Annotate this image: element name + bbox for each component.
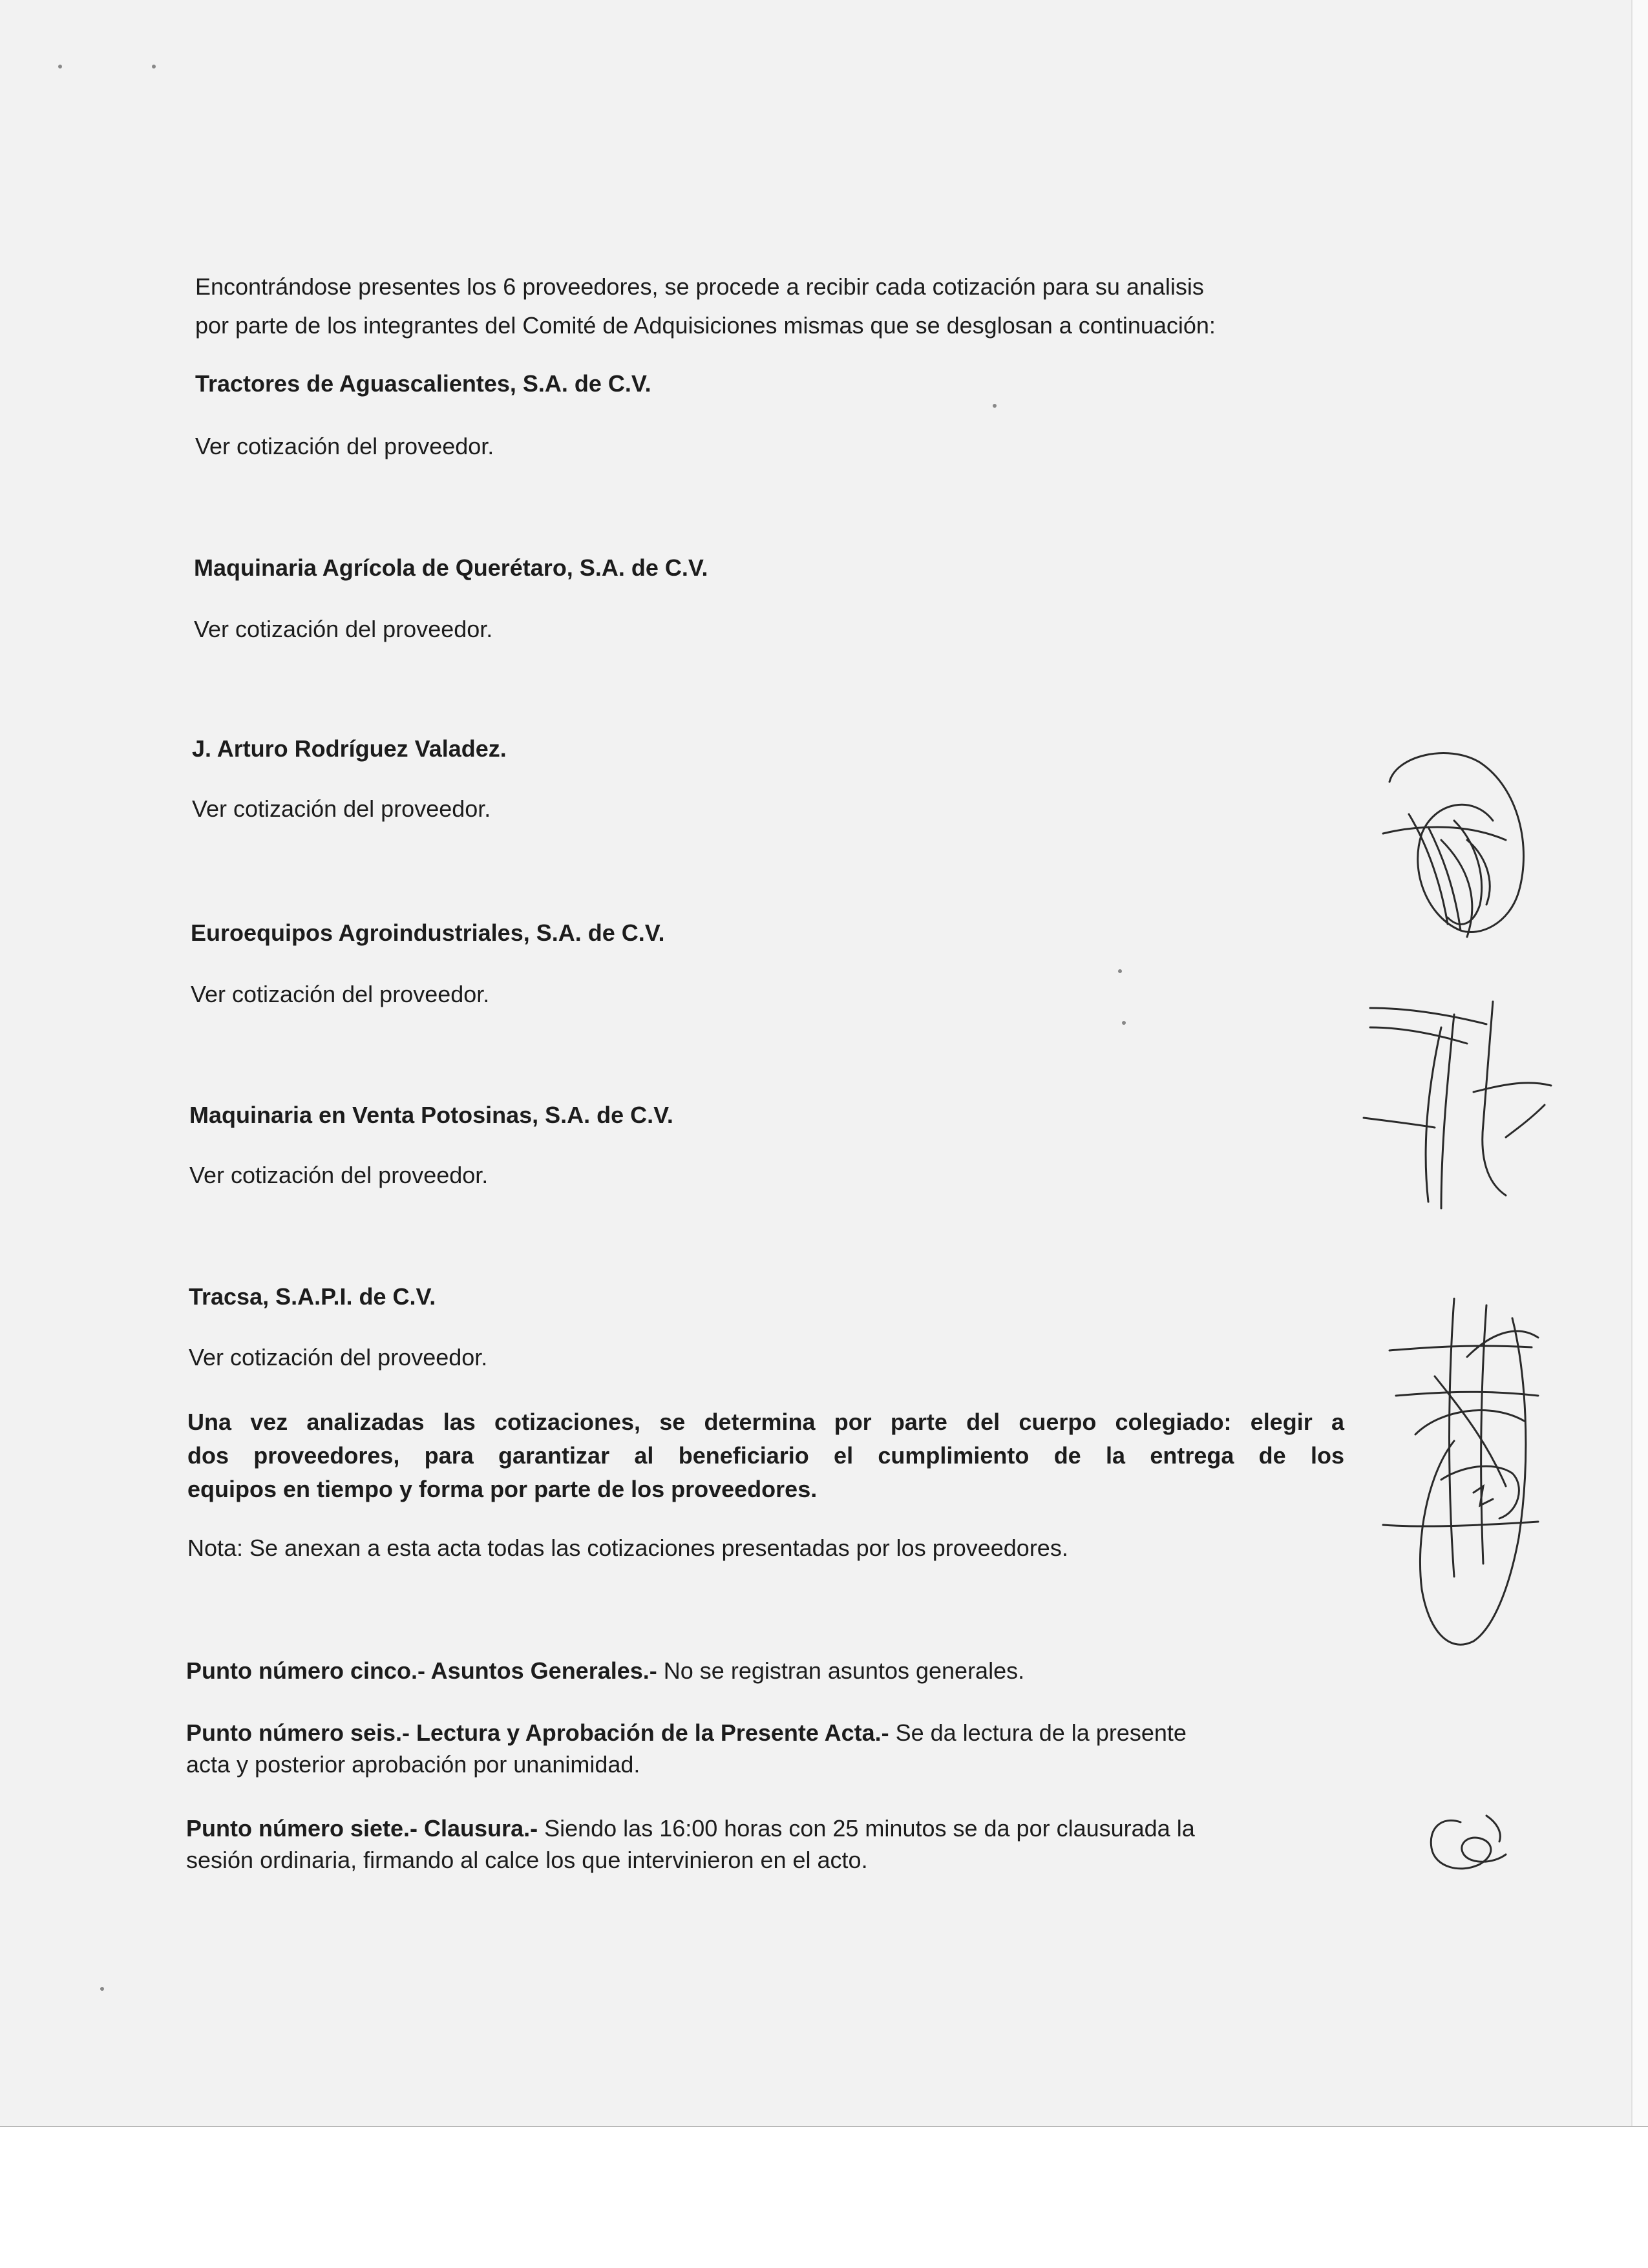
punto-cinco-text: No se registran asuntos generales. <box>657 1657 1025 1684</box>
scan-speck <box>1118 969 1122 973</box>
provider-name: Maquinaria en Venta Potosinas, S.A. de C.V. <box>189 1102 673 1128</box>
intro-line-2: por parte de los integrantes del Comité de Adquisiciones mismas que se desglosan a continuación: <box>195 312 1216 339</box>
provider-note: Ver cotización del proveedor. <box>194 616 493 642</box>
punto-siete-text-2: sesión ordinaria, firmando al calce los que intervinieron en el acto. <box>186 1847 868 1873</box>
punto-seis-text-1: Se da lectura de la presente <box>889 1719 1187 1746</box>
provider-note: Ver cotización del proveedor. <box>189 1344 488 1370</box>
scan-speck <box>100 1987 104 1991</box>
decision-line-2: dos proveedores, para garantizar al beneficiario el cumplimiento de la entrega de los <box>187 1442 1344 1469</box>
scan-speck <box>1122 1021 1126 1025</box>
scan-speck <box>993 404 997 408</box>
provider-note: Ver cotización del proveedor. <box>192 795 491 822</box>
punto-cinco-label: Punto número cinco.- Asuntos Generales.- <box>186 1657 657 1684</box>
signature-3 <box>1377 1292 1558 1654</box>
punto-seis-label: Punto número seis.- Lectura y Aprobación de la Presente Acta.- <box>186 1719 889 1746</box>
signature-2 <box>1357 989 1564 1221</box>
intro-line-1: Encontrándose presentes los 6 proveedores, se procede a recibir cada cotización para su analisis <box>195 273 1204 300</box>
provider-name: J. Arturo Rodríguez Valadez. <box>192 735 507 762</box>
signature-1 <box>1370 743 1538 950</box>
punto-siete-text-1: Siendo las 16:00 horas con 25 minutos se da por clausurada la <box>538 1815 1195 1842</box>
punto-siete <box>186 1813 1195 1844</box>
punto-seis <box>186 1717 1187 1748</box>
provider-note: Ver cotización del proveedor. <box>189 1162 489 1188</box>
provider-name: Tractores de Aguascalientes, S.A. de C.V. <box>195 370 651 397</box>
nota-text: Nota: Se anexan a esta acta todas las cotizaciones presentadas por los proveedores. <box>187 1535 1068 1561</box>
provider-name: Euroequipos Agroindustriales, S.A. de C.V. <box>191 919 665 946</box>
decision-paragraph <box>187 1405 1344 1506</box>
signature-4 <box>1422 1803 1512 1887</box>
provider-note: Ver cotización del proveedor. <box>195 433 494 459</box>
decision-line-3: equipos en tiempo y forma por parte de los proveedores. <box>187 1476 818 1502</box>
scan-speck <box>152 65 156 68</box>
punto-cinco <box>186 1655 1024 1686</box>
provider-name: Tracsa, S.A.P.I. de C.V. <box>189 1283 436 1310</box>
decision-line-1: Una vez analizadas las cotizaciones, se determina por parte del cuerpo colegiado: elegir a <box>187 1409 1344 1435</box>
page-edge <box>1631 0 1648 2126</box>
punto-siete-label: Punto número siete.- Clausura.- <box>186 1815 538 1842</box>
punto-seis-text-2: acta y posterior aprobación por unanimidad. <box>186 1751 640 1778</box>
provider-note: Ver cotización del proveedor. <box>191 981 490 1007</box>
provider-name: Maquinaria Agrícola de Querétaro, S.A. de C.V. <box>194 554 708 581</box>
scan-speck <box>58 65 62 68</box>
